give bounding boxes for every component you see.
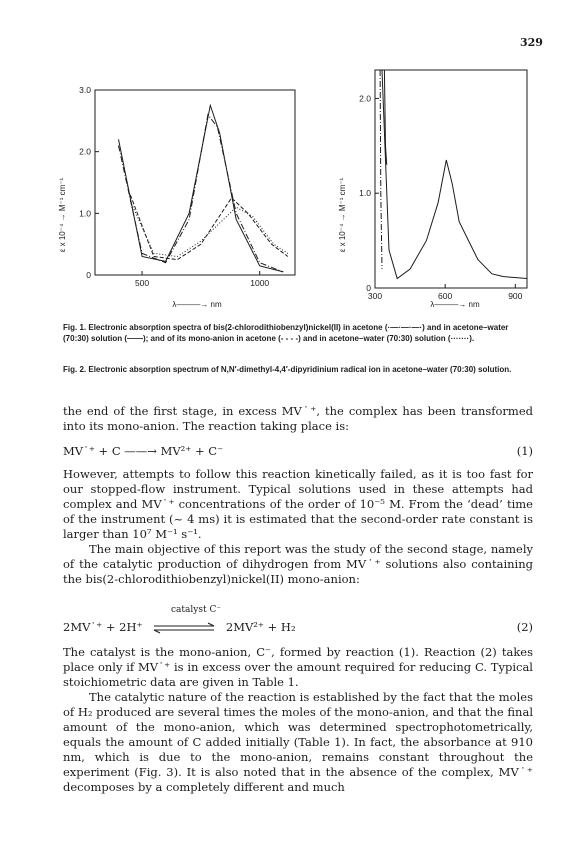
series-line-4 (130, 201, 288, 257)
fig2-caption-label: Fig. 2. (63, 365, 87, 374)
x-tick-label: 500 (134, 278, 150, 288)
y-tick-label: 2.0 (79, 146, 91, 157)
fig1-caption-label: Fig. 1. (63, 323, 87, 332)
fig2-x-axis-label: λ———→ nm (430, 300, 480, 309)
equation-1-expression: MV˙⁺ + C ——→ MV²⁺ + C⁻ (63, 444, 224, 458)
paragraph-3-text: The main objective of this report was the study of the second stage, namely of the catalytic production of dihydrogen from MV˙⁺ solutions also containing the bis(2-chlorodithiobenzyl)nickel(II) mono-anion: (63, 542, 533, 586)
series-line-1 (119, 115, 284, 272)
y-tick-label: 1.0 (79, 208, 91, 219)
equation-2-left: 2MV˙⁺ + 2H⁺ (63, 620, 143, 634)
paragraph-2-text: However, attempts to follow this reaction kinetically failed, as it is too fast for our stopped-flow instrument. Typical solutions used in these attempts had complex and MV˙⁺ concentrations of the order of 10⁻⁵ M. From the ‘dead’ time of the instrument (~ 4 ms) it is estimated that the second-order rate constant is larger than 10⁷ M⁻¹ s⁻¹. (63, 467, 533, 541)
fig1-caption-text: Electronic absorption spectra of bis(2-chlorodithiobenzyl)nickel(II) in acetone (·—·—·—·) and in acetone–water (70:30) solution (——); and of its mono-anion in acetone (- - - -) and in acetone–water (70:30) solution (·······). (63, 323, 509, 343)
equilibrium-arrow-icon (152, 622, 216, 634)
series-line-2 (119, 105, 284, 272)
fig1-x-axis-label: λ———→ nm (172, 300, 222, 309)
paragraph-4 (63, 645, 533, 795)
x-tick-label: 600 (438, 291, 453, 301)
paragraph-4-text: The catalyst is the mono-anion, C⁻, formed by reaction (1). Reaction (2) takes place only if MV˙⁺ is in excess over the amount required for reducing C. Typical stoichiometric data are given in Table 1. (63, 645, 533, 689)
x-tick-label: 900 (508, 291, 523, 301)
y-tick-label: 0 (86, 270, 91, 280)
equation-1-number: (1) (516, 444, 533, 458)
fig1-y-axis-label: ε x 10⁻⁴ → M⁻¹ cm⁻¹ (58, 177, 67, 253)
equation-2-right: 2MV²⁺ + H₂ (225, 620, 296, 634)
y-tick-label: 2.0 (359, 93, 371, 104)
x-tick-label: 300 (367, 291, 383, 301)
paragraph-5-text: The catalytic nature of the reaction is established by the fact that the moles of H₂ produced are several times the moles of the mono-anion, and that the final amount of the mono-anion, which was determined spectrophotometrically, equals the amount of C added initially (Table 1). In fact, the absorbance at 910 nm, which is due to the mono-anion, remains constant throughout the experiment (Fig. 3). It is also noted that in the absence of the complex, MV˙⁺ decomposes by a completely different and much (63, 690, 533, 794)
paragraph-1 (63, 404, 533, 434)
paragraph-2 (63, 467, 533, 587)
figure-2-chart (335, 60, 535, 315)
page-number: 329 (520, 36, 543, 49)
series-line-1 (382, 70, 527, 279)
fig2-caption-text: Electronic absorption spectrum of N,N′-dimethyl-4,4′-dipyridinium radical ion in acetone–water (70:30) solution. (88, 365, 512, 374)
series-line-3 (380, 70, 382, 269)
figure-2-caption (63, 364, 533, 375)
y-tick-label: 3.0 (79, 85, 91, 95)
y-tick-label: 1.0 (359, 188, 371, 199)
figure-1-chart (55, 75, 305, 315)
figure-1-caption (63, 322, 533, 344)
fig2-y-axis-label: ε x 10⁻⁴ → M⁻¹ cm⁻¹ (338, 177, 347, 253)
paragraph-1-text: the end of the first stage, in excess MV˙⁺, the complex has been transformed into its mono-anion. The reaction taking place is: (63, 404, 533, 433)
equation-2-catalyst-label: catalyst C⁻ (171, 605, 222, 615)
equation-2 (63, 620, 533, 634)
series-line-3 (130, 195, 288, 260)
equation-1 (63, 444, 533, 458)
y-tick-label: 0 (366, 283, 371, 293)
x-tick-label: 1000 (250, 278, 270, 288)
equation-2-number: (2) (516, 620, 533, 634)
